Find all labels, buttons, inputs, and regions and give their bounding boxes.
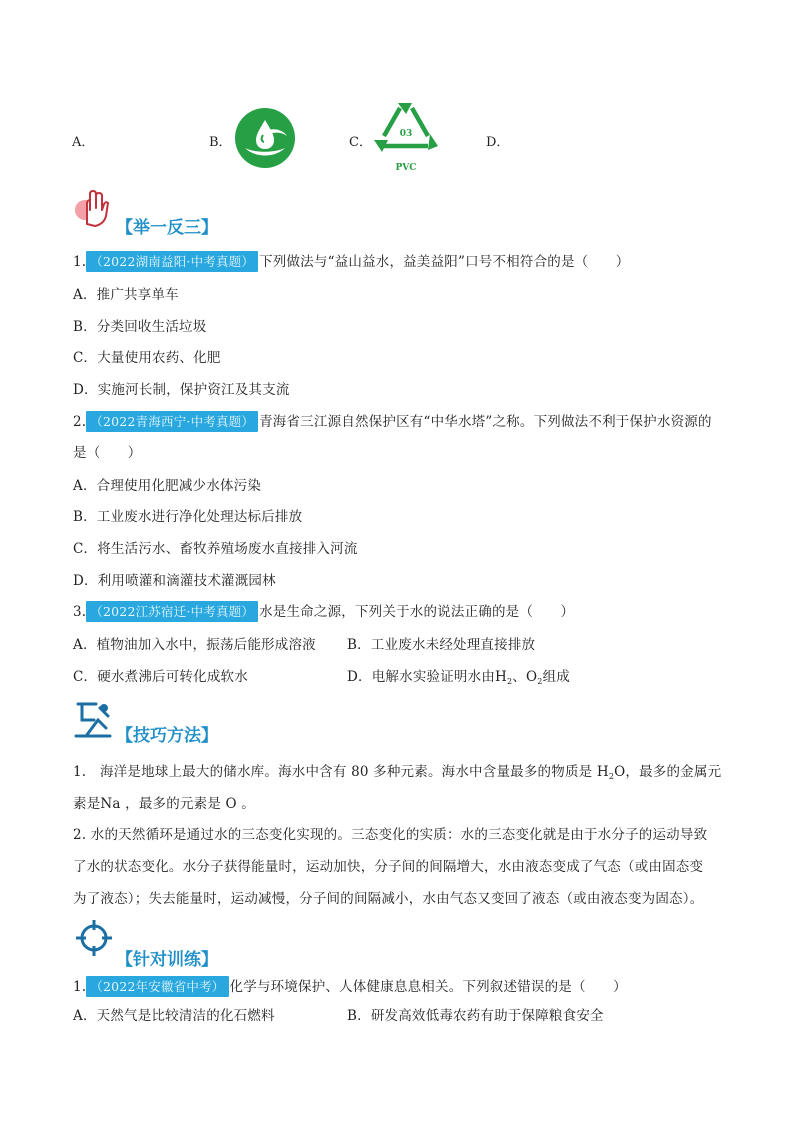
hand-gesture-icon	[73, 186, 117, 230]
question-text: 下列做法与“益山益水，益美益阳”口号不相符合的是（ ）	[259, 254, 630, 270]
target-crosshair-icon	[74, 918, 114, 958]
method-paragraph-1-line-2: 素是Na ，最多的元素是 O 。	[73, 796, 256, 812]
question-text: 水是生命之源，下列关于水的说法正确的是（ ）	[259, 604, 575, 620]
question-1	[73, 250, 629, 272]
q2-option-b: B．工业废水进行净化处理达标后排放	[73, 509, 303, 525]
question-number: 1.	[73, 254, 87, 270]
source-tag: （2022湖南益阳·中考真题）	[86, 251, 258, 272]
method-paragraph-2-line-1: 2. 水的天然循环是通过水的三态变化实现的。三态变化的实质：水的三态变化就是由于水分子的运动导致	[73, 827, 708, 843]
source-tag: （2022年安徽省中考）	[86, 976, 228, 997]
q3-option-d: D．电解水实验证明水由$H_2$、$O_2$组成	[347, 669, 570, 686]
section-title-jqff: 【技巧方法】	[116, 726, 218, 746]
q3-option-b: B．工业废水未经处理直接排放	[347, 637, 536, 653]
option-d-label: D．	[486, 135, 510, 150]
method-paragraph-2-line-2: 了水的状态变化。水分子获得能量时，运动加快，分子间的间隔增大，水由液态变成了气态（或由固态变	[73, 859, 704, 875]
method-paragraph-2-line-3: 为了液态）；失去能量时，运动减慢，分子间的间隔减小，水由气态又变回了液态（或由液态变为固态）。	[73, 891, 704, 907]
teaching-tool-icon	[72, 698, 114, 740]
question-2-continued: 是（ ）	[73, 445, 142, 461]
question-number: 2.	[73, 414, 87, 430]
q2-option-a: A．合理使用化肥减少水体污染	[73, 478, 262, 494]
section-title-jyfs: 【举一反三】	[116, 218, 218, 238]
question-3-1	[73, 975, 627, 997]
recycle-pvc-icon	[372, 100, 440, 178]
s3-q1-option-b: B．研发高效低毒农药有助于保障粮食安全	[347, 1008, 604, 1024]
recycle-label: PVC	[395, 163, 417, 173]
q1-option-b: B．分类回收生活垃圾	[73, 319, 207, 335]
q3-option-c: C．硬水煮沸后可转化成软水	[73, 669, 248, 685]
q1-option-d: D．实施河长制，保护资江及其支流	[73, 382, 290, 398]
q2-option-c: C．将生活污水、畜牧养殖场废水直接排入河流	[73, 541, 358, 557]
question-number: 3.	[73, 604, 87, 620]
recycle-code: 03	[399, 129, 413, 139]
option-c-label: C．	[349, 135, 372, 150]
section-title-zdxl: 【针对训练】	[116, 950, 218, 970]
source-tag: （2022青海西宁·中考真题）	[86, 411, 258, 432]
option-b-label: B．	[209, 135, 232, 150]
source-tag: （2022江苏宿迁·中考真题）	[86, 601, 258, 622]
q1-option-c: C．大量使用农药、化肥	[73, 350, 221, 366]
option-a-label: A．	[72, 135, 95, 150]
question-text: 化学与环境保护、人体健康息息相关。下列叙述错误的是（ ）	[229, 979, 627, 995]
question-2	[73, 410, 712, 432]
question-text: 青海省三江源自然保护区有“中华水塔”之称。下列做法不利于保护水资源的	[259, 414, 712, 430]
q2-option-d: D．利用喷灌和滴灌技术灌溉园林	[73, 573, 276, 589]
water-saving-logo-icon	[235, 108, 295, 168]
q3-option-a: A．植物油加入水中，振荡后能形成溶液	[73, 637, 316, 653]
method-paragraph-1-line-1: 1. 海洋是地球上最大的储水库。海水中含有 80 多种元素。海水中含量最多的物质是 $H_2O$，最多的金属元	[73, 764, 722, 781]
q1-option-a: A．推广共享单车	[73, 287, 179, 303]
question-number: 1.	[73, 979, 87, 995]
s3-q1-option-a: A．天然气是比较清洁的化石燃料	[73, 1008, 275, 1024]
question-3	[73, 600, 574, 622]
